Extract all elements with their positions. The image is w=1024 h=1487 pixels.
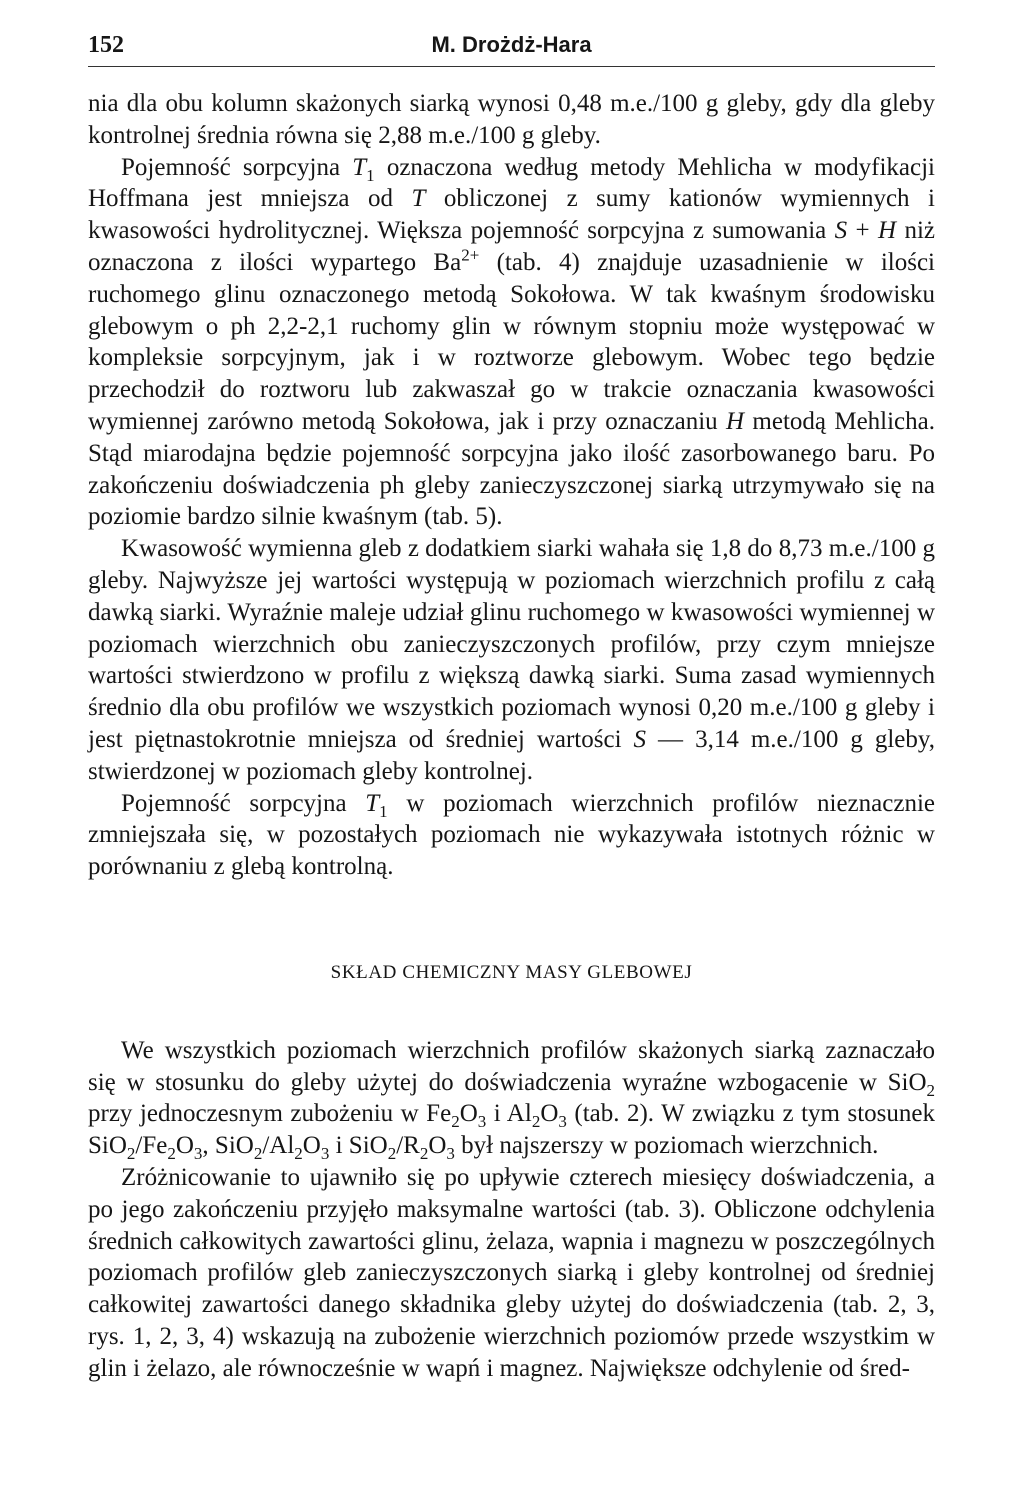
paragraph-continued: nia dla obu kolumn skażonych siarką wynosi 0,48 m.e./100 g gleby, gdy dla gleby kontrolnej średnia równa się 2,88 m.e./100 g gleby.: [88, 90, 935, 149]
page-header: [88, 30, 935, 66]
page-number: 152: [88, 32, 124, 58]
paragraph-sorption-t1: Pojemność sorpcyjna $T_1$ w poziomach wierzchnich profilów nieznacznie zmniejszała się, w pozostałych poziomach nie wykazywała istotnych różnic w porównaniu z glebą kontrolną.: [88, 789, 935, 881]
text-block-sorption: [88, 88, 935, 883]
running-head: M. Drożdż-Hara: [431, 32, 592, 57]
paragraph-exchange-acidity: Kwasowość wymienna gleb z dodatkiem siarki wahała się 1,8 do 8,73 m.e./100 g gleby. Najwyższe jej wartości występują w poziomach wierzchnich profilu z całą dawką siarki. Wyraźnie maleje udział glinu ruchomego w kwasowości wymiennej w poziomach wierzchnich obu zanieczyszczonych profilów, przy czym mniejsze wartości stwierdzono w profilu z większą dawką siarki. Suma zasad wymiennych średnio dla obu profilów we wszystkich poziomach wynosi 0,20 m.e./100 g gleby i jest piętnastokrotnie mniejsza od średniej wartości S — 3,14 m.e./100 g gleby, stwierdzonej w poziomach gleby kontrolnej.: [88, 535, 936, 785]
paragraph-sorption-capacity: Pojemność sorpcyjna $T_1$ oznaczona według metody Mehlicha w modyfikacji Hoffmana jest mniejsza od T obliczonej z sumy kationów wymiennych i kwasowości hydrolitycznej. Większa pojemność sorpcyjna z sumowania S + H niż oznaczona z ilości wypartego $Ba^{2+}$ (tab. 4) znajduje uzasadnienie w ilości ruchomego glinu oznaczonego metodą Sokołowa. W tak kwaśnym środowisku glebowym o ph 2,2-2,1 ruchomy glin w równym stopniu może występować w kompleksie sorpcyjnym, jak i w roztworze glebowym. Wobec tego będzie przechodził do roztworu lub zakwaszał go w trakcie oznaczania kwasowości wymiennej zarówno metodą Sokołowa, jak i przy oznaczaniu H metodą Mehlicha. Stąd miarodajna będzie pojemność sorpcyjna jako ilość zasorbowanego baru. Po zakończeniu doświadczenia ph gleby zanieczyszczonej siarką utrzymywało się na poziomie bardzo silnie kwaśnym (tab. 5).: [88, 153, 936, 531]
text-block-chemistry: [88, 1035, 935, 1385]
section-heading: SKŁAD CHEMICZNY MASY GLEBOWEJ: [330, 961, 693, 983]
body-text: [88, 88, 935, 1384]
header-rule: [88, 66, 935, 67]
paragraph-differentiation: Zróżnicowanie to ujawniło się po upływie czterech miesięcy doświadczenia, a po jego zakończeniu przyjęło maksymalne wartości (tab. 3). Obliczone odchylenia średnich całkowitych zawartości glinu, żelaza, wapnia i magnezu w poszczególnych poziomach profilów gleb zanieczyszczonych siarką i gleby kontrolnej od średniej całkowitej zawartości danego składnika gleby użytej do doświadczenia (tab. 2, 3, rys. 1, 2, 3, 4) wskazują na zubożenie wierzchnich poziomów przede wszystkim w glin i żelazo, ale równocześnie w wapń i magnez. Największe odchylenie od śred-: [88, 1163, 935, 1382]
paragraph-sio2-enrichment: We wszystkich poziomach wierzchnich profilów skażonych siarką zaznaczało się w stosunku do gleby użytej do doświadczenia wyraźne wzbogacenie w SiO$_2$ przy jednoczesnym zubożeniu w $Fe_2O_3$ i $Al_2O_3$ (tab. 2). W związku z tym stosunek $SiO_2/Fe_2O_3$, $SiO_2/Al_2O_3$ i $SiO_2/R_2O_3$ był najszerszy w poziomach wierzchnich.: [88, 1036, 935, 1164]
